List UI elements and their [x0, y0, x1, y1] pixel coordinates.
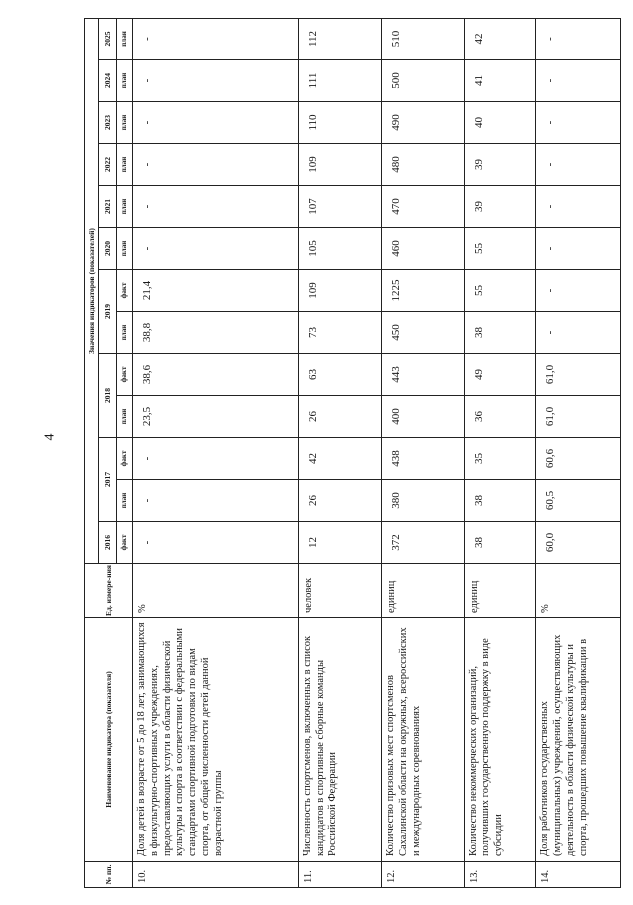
- value-cell: 500: [382, 60, 464, 102]
- row-number: 10.: [133, 862, 299, 888]
- header-sub: план: [117, 312, 133, 354]
- header-year: 2022: [99, 144, 117, 186]
- value-cell: 49: [464, 354, 536, 396]
- header-sub: факт: [117, 522, 133, 564]
- value-cell: 35: [464, 438, 536, 480]
- row-number: 11.: [298, 862, 382, 888]
- value-cell: 112: [298, 19, 382, 60]
- value-cell: -: [536, 19, 621, 60]
- value-cell: 60,0: [536, 522, 621, 564]
- indicator-name: Доля детей в возрасте от 5 до 18 лет, занимающихся в физкультурно-спортивных учреждениях, предоставляющих услуги в области физической культуры и спорта в соответствии с федеральными стандартами спортивной подготовки по видам спорта, от общей численности детей данной возрастной группы: [133, 618, 299, 862]
- value-cell: 450: [382, 312, 464, 354]
- header-sub: план: [117, 102, 133, 144]
- value-cell: 39: [464, 186, 536, 228]
- header-num: № пп.: [85, 862, 133, 888]
- value-cell: 42: [298, 438, 382, 480]
- value-cell: 55: [464, 228, 536, 270]
- value-cell: 26: [298, 396, 382, 438]
- page-number: 4: [42, 433, 58, 441]
- table-row: [133, 19, 299, 888]
- header-year: 2018: [99, 354, 117, 438]
- value-cell: 38: [464, 480, 536, 522]
- value-cell: -: [133, 186, 299, 228]
- header-values-group: Значения индикаторов (показателей): [85, 19, 99, 564]
- header-sub: план: [117, 480, 133, 522]
- indicator-name: Количество некоммерческих организаций, получивших государственную поддержку в виде субсидии: [464, 618, 536, 862]
- value-cell: -: [536, 60, 621, 102]
- value-cell: 60,6: [536, 438, 621, 480]
- value-cell: 36: [464, 396, 536, 438]
- value-cell: 73: [298, 312, 382, 354]
- value-cell: 107: [298, 186, 382, 228]
- value-cell: 39: [464, 144, 536, 186]
- row-number: 12.: [382, 862, 464, 888]
- header-sub: план: [117, 396, 133, 438]
- value-cell: -: [133, 522, 299, 564]
- unit-cell: единиц: [382, 564, 464, 618]
- value-cell: 111: [298, 60, 382, 102]
- value-cell: -: [536, 312, 621, 354]
- value-cell: 12: [298, 522, 382, 564]
- value-cell: -: [133, 60, 299, 102]
- value-cell: 109: [298, 144, 382, 186]
- table-row: [382, 19, 464, 888]
- value-cell: 438: [382, 438, 464, 480]
- value-cell: 42: [464, 19, 536, 60]
- value-cell: -: [536, 270, 621, 312]
- unit-cell: %: [133, 564, 299, 618]
- header-year: 2024: [99, 60, 117, 102]
- header-sub: факт: [117, 354, 133, 396]
- value-cell: -: [133, 480, 299, 522]
- value-cell: 61,0: [536, 396, 621, 438]
- value-cell: 1225: [382, 270, 464, 312]
- row-number: 14.: [536, 862, 621, 888]
- indicators-table: [84, 18, 621, 888]
- value-cell: -: [536, 144, 621, 186]
- value-cell: -: [133, 144, 299, 186]
- value-cell: 443: [382, 354, 464, 396]
- value-cell: 470: [382, 186, 464, 228]
- value-cell: -: [536, 228, 621, 270]
- value-cell: 510: [382, 19, 464, 60]
- header-year: 2023: [99, 102, 117, 144]
- value-cell: 63: [298, 354, 382, 396]
- value-cell: 38,8: [133, 312, 299, 354]
- header-sub: факт: [117, 270, 133, 312]
- table-row: [464, 19, 536, 888]
- value-cell: 61,0: [536, 354, 621, 396]
- header-year: 2019: [99, 270, 117, 354]
- value-cell: 380: [382, 480, 464, 522]
- value-cell: 38,6: [133, 354, 299, 396]
- value-cell: 38: [464, 522, 536, 564]
- value-cell: 41: [464, 60, 536, 102]
- value-cell: 480: [382, 144, 464, 186]
- header-sub: план: [117, 228, 133, 270]
- value-cell: 21,4: [133, 270, 299, 312]
- value-cell: 372: [382, 522, 464, 564]
- value-cell: 55: [464, 270, 536, 312]
- value-cell: 26: [298, 480, 382, 522]
- value-cell: -: [536, 186, 621, 228]
- value-cell: 400: [382, 396, 464, 438]
- header-year: 2016: [99, 522, 117, 564]
- value-cell: 109: [298, 270, 382, 312]
- row-number: 13.: [464, 862, 536, 888]
- value-cell: 60,5: [536, 480, 621, 522]
- header-unit: Ед. измере-ния: [85, 564, 133, 618]
- unit-cell: человек: [298, 564, 382, 618]
- header-sub: план: [117, 144, 133, 186]
- table-row: [536, 19, 621, 888]
- table-row: [298, 19, 382, 888]
- header-sub: факт: [117, 438, 133, 480]
- value-cell: 38: [464, 312, 536, 354]
- value-cell: -: [536, 102, 621, 144]
- indicators-table-wrapper: [84, 18, 621, 888]
- value-cell: 40: [464, 102, 536, 144]
- header-sub: план: [117, 186, 133, 228]
- header-sub: план: [117, 60, 133, 102]
- unit-cell: %: [536, 564, 621, 618]
- header-year: 2020: [99, 228, 117, 270]
- header-year: 2017: [99, 438, 117, 522]
- value-cell: 105: [298, 228, 382, 270]
- header-name: Наименование индикатора (показателя): [85, 618, 133, 862]
- indicator-name: Численность спортсменов, включенных в список кандидатов в спортивные сборные команды Российской Федерации: [298, 618, 382, 862]
- indicator-name: Количество призовых мест спортсменов Сахалинской области на окружных, всероссийских и международных соревнованиях: [382, 618, 464, 862]
- value-cell: 23,5: [133, 396, 299, 438]
- indicator-name: Доля работников государственных (муниципальных) учреждений, осуществляющих деятельность в области физической культуры и спорта, прошедших повышение квалификации в: [536, 618, 621, 862]
- header-year: 2021: [99, 186, 117, 228]
- value-cell: -: [133, 438, 299, 480]
- value-cell: 490: [382, 102, 464, 144]
- header-year: 2025: [99, 19, 117, 60]
- value-cell: 110: [298, 102, 382, 144]
- header-sub: план: [117, 19, 133, 60]
- value-cell: -: [133, 228, 299, 270]
- value-cell: -: [133, 19, 299, 60]
- value-cell: -: [133, 102, 299, 144]
- value-cell: 460: [382, 228, 464, 270]
- unit-cell: единиц: [464, 564, 536, 618]
